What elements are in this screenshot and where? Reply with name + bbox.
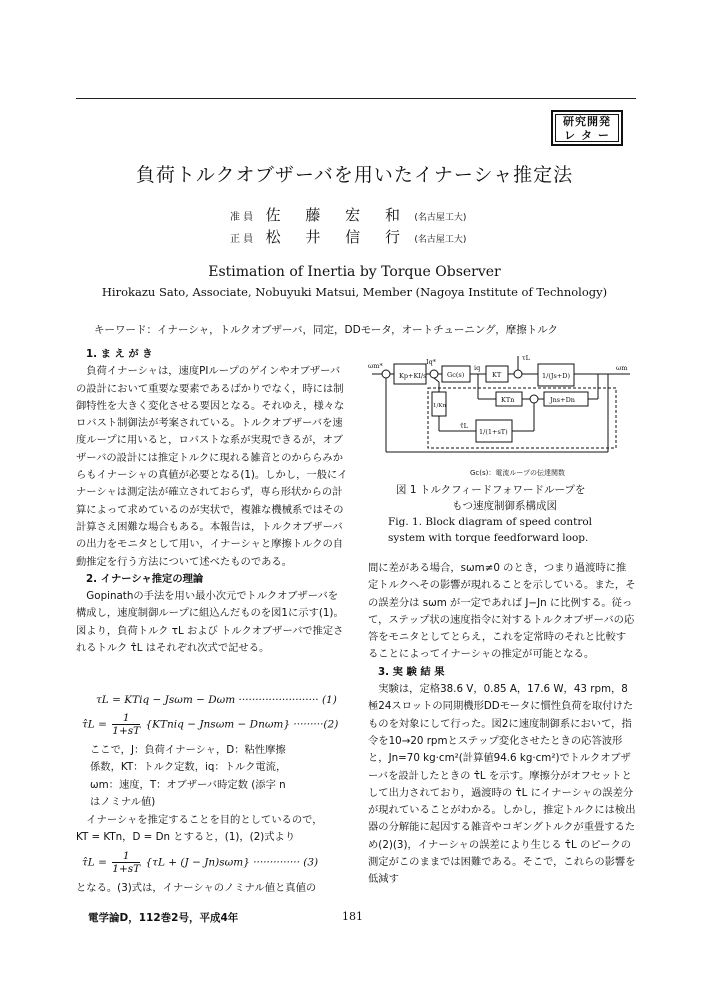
caption-en-line2: system with torque feedforward loop.	[388, 532, 589, 544]
block-diagram	[368, 352, 636, 462]
section-3-body: 実験は，定格38.6 V，0.85 A，17.6 W，43 rpm，8極24スロットの同期機形DDモータに慣性負荷を取付けたものを対象にして行った。図2に速度制御系において，指令を10→20 rpmとステップ変化させたときの応答波形と，Jn=70 kg·cm²(計算値94.6 kg·cm²)でトルクオブザーバを設計したときの τ̂L を示す。摩擦分がオフセットとして出力されており，過渡時の τ̂L にイナーシャの誤差分が現れていることがわかる。しかし，推定トルクには検出器の分解能に起因する雑音やコギングトルクが重畳するため(2)(3)，イナーシャの誤差により生じる τ̂L のピークの測定がこのままでは困難である。そこで，これらの影響を低減す	[368, 683, 636, 886]
page-number: 181	[342, 910, 363, 923]
label-kt: KT	[492, 371, 502, 379]
article-type-badge	[551, 110, 623, 146]
top-rule	[76, 98, 636, 99]
left-mid-line1: イナーシャを推定することを目的としているので，	[86, 814, 323, 826]
section-1-heading: 1. ま え が き	[86, 348, 153, 360]
caption-en-line1: Fig. 1. Block diagram of speed control	[388, 516, 593, 528]
label-ktn: KTn	[501, 396, 515, 404]
left-mid-line2: KT = KTn，D = Dn とすると，(1)，(2)式より	[76, 831, 296, 844]
eq3-rhs: {τL + (J − Jn)sωm} ·············· (3)	[145, 856, 319, 869]
author-2-name: 松 井 信 行	[265, 228, 410, 246]
eq2-fraction	[112, 712, 140, 737]
def-line-2: 係数，KT：トルク定数，iq：トルク電流，	[90, 761, 287, 774]
right-column	[368, 560, 636, 889]
label-omega-ref: ωm*	[368, 362, 383, 370]
section-3-heading: 3. 実 験 結 果	[378, 665, 445, 678]
authors-english: Hirokazu Sato, Associate, Nobuyuki Matsui, Member (Nagoya Institute of Technology)	[101, 285, 608, 299]
caption-ja-line1: 図 1 トルクフィードフォワードループを	[396, 484, 586, 496]
label-filter: 1/(1+sT)	[479, 428, 508, 436]
figure-caption-en	[388, 514, 648, 546]
eq2-lhs: τ̂L =	[82, 718, 107, 731]
author-1-role: 准 員	[230, 212, 254, 223]
badge-line2: レ タ ー	[564, 129, 610, 142]
label-tau-hat: τ̂L	[460, 422, 468, 430]
author-1-name: 佐 藤 宏 和	[265, 206, 410, 224]
author-2-role: 正 員	[230, 234, 254, 245]
author-2	[230, 226, 466, 247]
eq3-lhs: τ̂L =	[82, 856, 107, 869]
eq3-fraction	[112, 850, 140, 875]
eq3-den: 1+sT	[112, 863, 141, 875]
definitions	[90, 742, 348, 811]
keywords: キーワード：イナーシャ，トルクオブザーバ，同定，DDモータ，オートチューニング，摩擦トルク	[94, 324, 558, 336]
equation-2	[82, 712, 350, 737]
caption-ja-line2: もつ速度制御系構成図	[452, 500, 557, 512]
label-iq: iq	[474, 364, 481, 372]
eq2-rhs: {KTniq − Jnsωm − Dnωm} ·········(2)	[145, 718, 339, 731]
sum-junction-1	[382, 370, 390, 378]
label-gc: Gc(s)	[447, 371, 465, 379]
equation-1: τL = KTiq − Jsωm − Dωm ························ (1)	[96, 694, 337, 706]
eq2-num: 1	[112, 712, 140, 725]
author-1-affil: (名古屋工大)	[414, 213, 467, 223]
author-2-affil: (名古屋工大)	[414, 235, 467, 245]
figure-caption-ja	[396, 482, 646, 514]
section-1-body: 負荷イナーシャは，速度PIループのゲインやオブザーバの設計において重要な要素であるばかりでなく，時には制御特性を大きく変化させる要因となる。それゆえ，様々なロバスト制御法が考案されている。トルクオブザーバを速度ループに用いると，ロバストな系が実現できるが，オブザーバの設計には推定トルクに現れる雑音とのかららみからもイナーシャの真値が必要となる(1)。しかし，一般にイナーシャは測定法が確立されておらず，専ら形状からの計算によって求めているのが実状で，複雑な機械系ではその計算さえ困難な場合もある。本報告は，トルクオブザーバの出力をモニタとして用い，イナーシャと摩擦トルクの自動推定を行う方法について述べたものである。	[76, 365, 348, 568]
section-2-heading: 2. イナーシャ推定の理論	[86, 572, 204, 585]
sum-junction-4	[530, 395, 538, 403]
figure-inner-label: Gc(s)：電流ループの伝達関数	[470, 469, 566, 477]
equation-3	[82, 850, 350, 875]
label-tau-l: τL	[522, 354, 530, 362]
author-1	[230, 204, 466, 225]
left-column	[76, 346, 348, 657]
sum-junction-3	[514, 370, 522, 378]
def-line-4: はノミナル値)	[90, 795, 156, 808]
right-body-1: 間に差がある場合，sωm≠0 のとき，つまり過渡時に推定トルクへその影響が現れることを示している。また，その誤差分は sωm が一定であれば J−Jn に比例する。従って，ステップ状の速度指令に対するトルクオブザーバの応答をモニタとしてとらえ，これを定常時のそれと比較することによってイナーシャの推定が可能となる。	[368, 562, 636, 661]
title-japanese: 負荷トルクオブザーバを用いたイナーシャ推定法	[135, 164, 574, 186]
label-kn: 1/Kn	[433, 403, 447, 409]
label-pi: Kp+KI/s	[399, 372, 427, 380]
label-jn: Jns+Dn	[550, 396, 575, 404]
badge-line1: 研究開発	[563, 115, 611, 128]
left-mid-text	[76, 812, 348, 847]
label-iq-ref: Iq*	[426, 358, 436, 366]
eq2-den: 1+sT	[112, 725, 141, 737]
eq3-num: 1	[112, 850, 140, 863]
left-end-text: となる。(3)式は，イナーシャのノミナル値と真値の	[76, 882, 317, 894]
label-plant: 1/(Js+D)	[542, 372, 570, 380]
label-omega: ωm	[616, 364, 628, 372]
section-2-body: Gopinathの手法を用い最小次元でトルクオブザーバを構成し，速度制御ループに組込んだものを図1に示す(1)。図より，負荷トルク τL および トルクオブザーバで推定されるトルク τ̂L はそれぞれ次式で記せる。	[76, 590, 344, 655]
title-english: Estimation of Inertia by Torque Observer	[208, 264, 501, 280]
journal-footer: 電学論D，112巻2号，平成4年	[88, 912, 239, 924]
sum-junction-2	[430, 370, 438, 378]
def-line-1: ここで，J：負荷イナーシャ，D：粘性摩擦	[90, 744, 286, 756]
def-line-3: ωm：速度，T：オブザーバ時定数 (添字 n	[90, 778, 286, 791]
